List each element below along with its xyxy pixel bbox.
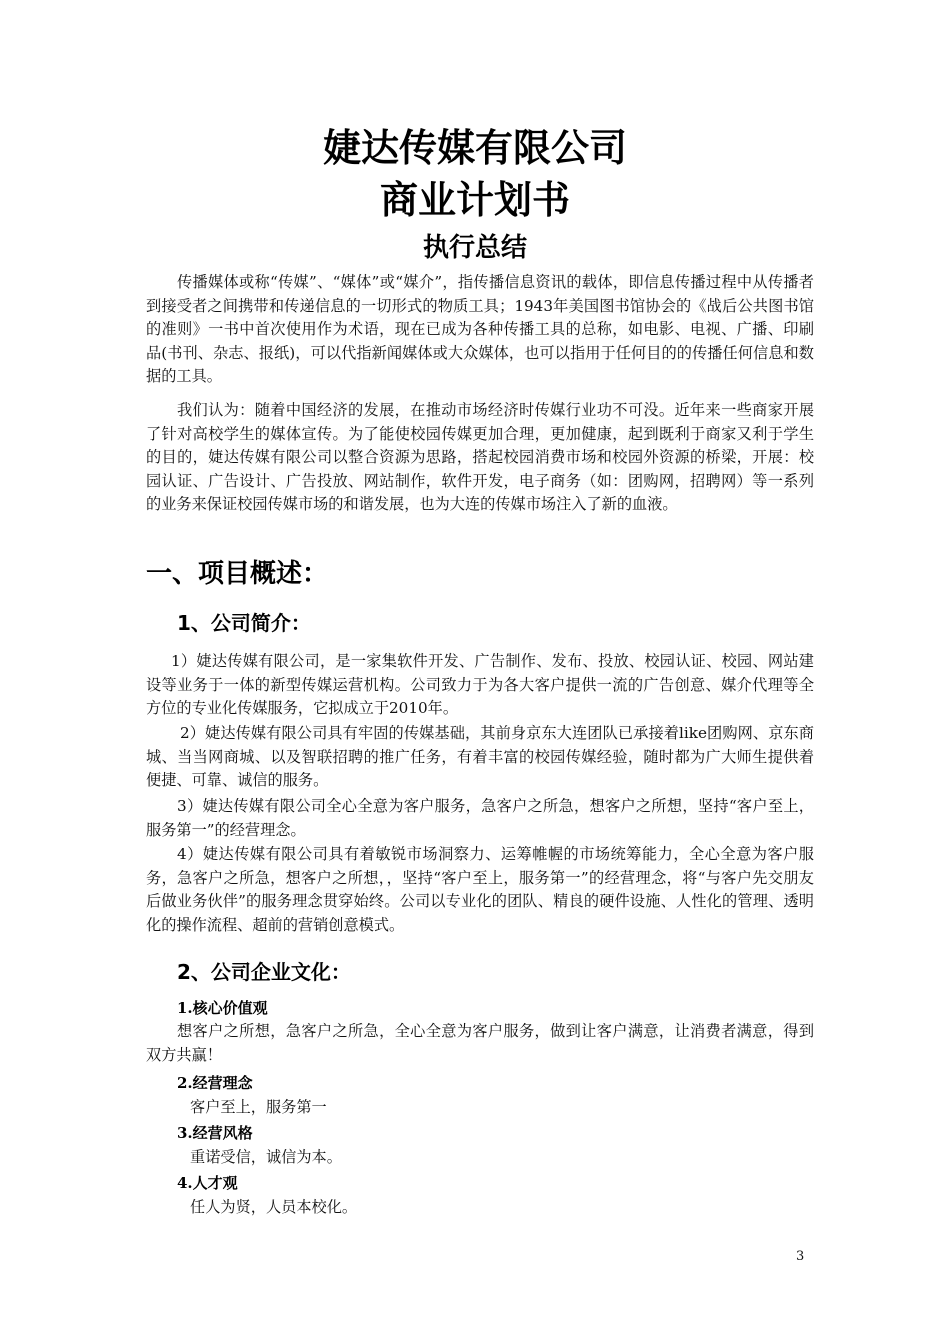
- culture-heading: 2.经营理念: [177, 1074, 253, 1092]
- culture-text: 任人为贤，人员本校化。: [190, 1198, 358, 1216]
- intro-item: 3）婕达传媒有限公司全心全意为客户服务，急客户之所急，想客户之所想，坚持“客户至上，服务第一”的经营理念。: [146, 797, 814, 839]
- intro-item: 4）婕达传媒有限公司具有着敏锐市场洞察力、运筹帷幄的市场统筹能力，全心全意为客户服务，急客户之所急，想客户之所想，，坚持“客户至上，服务第一”的经营理念，将“与客户先交朋友后做业务伙伴”的服务理念贯穿始终。公司以专业化的团队、精良的硬件设施、人性化的管理、透明化的操作流程、超前的营销创意模式。: [146, 845, 814, 934]
- culture-text: 客户至上，服务第一: [190, 1098, 327, 1116]
- executive-paragraph: 传播媒体或称“传媒”、“媒体”或“媒介”，指传播信息资讯的载体，即信息传播过程中从传播者到接受者之间携带和传递信息的一切形式的物质工具；1943年美国图书馆协会的《战后公共图书馆的准则》一书中首次使用作为术语，现在已成为各种传播工具的总称，如电影、电视、广播、印刷品(书刊、杂志、报纸)，可以代指新闻媒体或大众媒体，也可以指用于任何目的的传播任何信息和数据的工具。: [146, 273, 814, 385]
- document-title: 婕达传媒有限公司: [322, 126, 627, 170]
- executive-summary-heading: 执行总结: [422, 233, 527, 263]
- intro-item: 2）婕达传媒有限公司具有牢固的传媒基础，其前身京东大连团队已承接着like团购网、京东商城、当当网商城、以及智联招聘的推广任务，有着丰富的校园传媒经验，随时都为广大师生提供着便捷、可靠、诚信的服务。: [146, 724, 814, 789]
- culture-heading: 1.核心价值观: [177, 999, 268, 1017]
- page-number: 3: [796, 1249, 805, 1264]
- culture-heading: 4.人才观: [177, 1174, 238, 1192]
- culture-text: 想客户之所想，急客户之所急，全心全意为客户服务，做到让客户满意，让消费者满意，得到双方共赢！: [146, 1022, 814, 1064]
- subsection-heading-culture: 2、公司企业文化：: [177, 960, 351, 984]
- subsection-heading-company-intro: 1、公司简介：: [177, 611, 311, 635]
- document-subtitle: 商业计划书: [379, 178, 570, 222]
- culture-heading: 3.经营风格: [177, 1124, 253, 1142]
- culture-text: 重诺受信，诚信为本。: [190, 1148, 342, 1166]
- executive-paragraph: 我们认为：随着中国经济的发展，在推动市场经济时传媒行业功不可没。近年来一些商家开展了针对高校学生的媒体宣传。为了能使校园传媒更加合理，更加健康，起到既利于商家又利于学生的目的，婕达传媒有限公司以整合资源为思路，搭起校园消费市场和校园外资源的桥梁，开展：校园认证、广告设计、广告投放、网站制作，软件开发，电子商务（如：团购网，招聘网）等一系列的业务来保证校园传媒市场的和谐发展，也为大连的传媒市场注入了新的血液。: [146, 401, 814, 513]
- intro-item: 1）婕达传媒有限公司，是一家集软件开发、广告制作、发布、投放、校园认证、校园、网站建设等业务于一体的新型传媒运营机构。公司致力于为各大客户提供一流的广告创意、媒介代理等全方位的专业化传媒服务，它拟成立于2010年。: [146, 652, 814, 717]
- section-heading-overview: 一、项目概述：: [146, 559, 329, 589]
